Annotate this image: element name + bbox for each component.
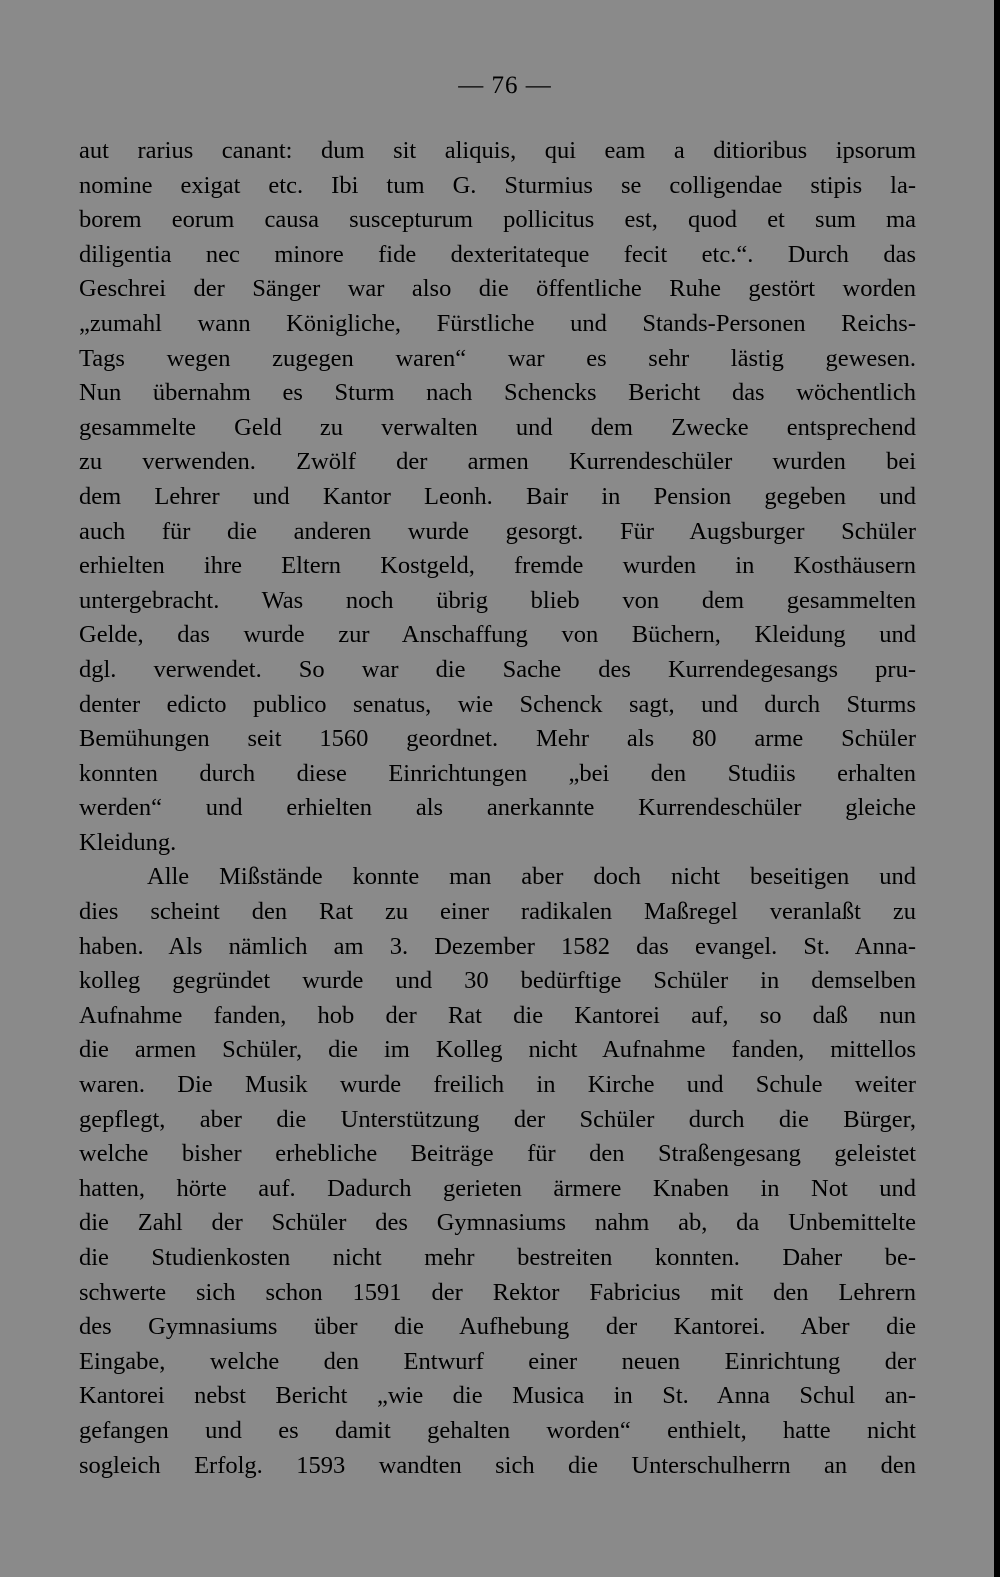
text-line: untergebracht. Was noch übrig blieb von dem gesammelten bbox=[79, 586, 916, 614]
text-line: Geschrei der Sänger war also die öffentliche Ruhe gestört worden bbox=[79, 275, 916, 303]
text-line: Nun übernahm es Sturm nach Schencks Bericht das wöchentlich bbox=[79, 379, 916, 407]
text-line: sogleich Erfolg. 1593 wandten sich die Unterschulherrn an den bbox=[79, 1451, 916, 1479]
body-text bbox=[79, 134, 916, 1483]
text-line: dem Lehrer und Kantor Leonh. Bair in Pension gegeben und bbox=[79, 482, 916, 510]
text-line: „zumahl wann Königliche, Fürstliche und Stands-Personen Reichs- bbox=[79, 309, 916, 337]
paragraph-end-line: Kleidung. bbox=[79, 828, 177, 856]
text-line: hatten, hörte auf. Dadurch gerieten ärmere Knaben in Not und bbox=[79, 1174, 916, 1202]
text-line: die Studienkosten nicht mehr bestreiten konnten. Daher be- bbox=[79, 1244, 916, 1271]
text-line: welche bisher erhebliche Beiträge für den Straßengesang geleistet bbox=[79, 1140, 916, 1168]
text-line: borem eorum causa suscepturum pollicitus est, quod et sum ma bbox=[79, 206, 916, 234]
paragraph-start-line: Alle Mißstände konnte man aber doch nicht beseitigen und bbox=[147, 863, 916, 891]
text-line: Kantorei nebst Bericht „wie die Musica in St. Anna Schul an- bbox=[79, 1382, 916, 1410]
text-line: aut rarius canant: dum sit aliquis, qui eam a ditioribus ipsorum bbox=[79, 137, 916, 164]
text-line: diligentia nec minore fide dexteritateque fecit etc.“. Durch das bbox=[79, 240, 916, 268]
text-line: werden“ und erhielten als anerkannte Kurrendeschüler gleiche bbox=[79, 794, 916, 822]
text-line: waren. Die Musik wurde freilich in Kirche und Schule weiter bbox=[79, 1071, 916, 1099]
text-line: Eingabe, welche den Entwurf einer neuen Einrichtung der bbox=[79, 1347, 916, 1375]
text-line: nomine exigat etc. Ibi tum G. Sturmius se colligendae stipis la- bbox=[79, 171, 916, 199]
text-line: haben. Als nämlich am 3. Dezember 1582 das evangel. St. Anna- bbox=[79, 932, 916, 960]
text-line: schwerte sich schon 1591 der Rektor Fabricius mit den Lehrern bbox=[79, 1278, 916, 1306]
text-line: Gelde, das wurde zur Anschaffung von Büchern, Kleidung und bbox=[79, 621, 916, 649]
text-line: gesammelte Geld zu verwalten und dem Zwecke entsprechend bbox=[79, 413, 916, 441]
text-line: gepflegt, aber die Unterstützung der Schüler durch die Bürger, bbox=[79, 1105, 916, 1133]
text-line: Aufnahme fanden, hob der Rat die Kantorei auf, so daß nun bbox=[79, 1001, 916, 1029]
text-line: die Zahl der Schüler des Gymnasiums nahm ab, da Unbemittelte bbox=[79, 1209, 916, 1237]
text-line: denter edicto publico senatus, wie Schenck sagt, und durch Sturms bbox=[79, 690, 916, 718]
text-line: erhielten ihre Eltern Kostgeld, fremde wurden in Kosthäusern bbox=[79, 552, 916, 580]
text-line: gefangen und es damit gehalten worden“ enthielt, hatte nicht bbox=[79, 1416, 916, 1444]
page-number: — 76 — bbox=[458, 72, 552, 99]
text-line: auch für die anderen wurde gesorgt. Für Augsburger Schüler bbox=[79, 517, 916, 545]
text-line: die armen Schüler, die im Kolleg nicht Aufnahme fanden, mittellos bbox=[79, 1036, 916, 1064]
text-line: zu verwenden. Zwölf der armen Kurrendeschüler wurden bei bbox=[79, 448, 916, 476]
text-line: dies scheint den Rat zu einer radikalen Maßregel veranlaßt zu bbox=[79, 898, 916, 926]
text-line: Tags wegen zugegen waren“ war es sehr lästig gewesen. bbox=[79, 344, 916, 372]
text-line: kolleg gegründet wurde und 30 bedürftige Schüler in demselben bbox=[79, 967, 916, 995]
text-line: des Gymnasiums über die Aufhebung der Kantorei. Aber die bbox=[79, 1313, 916, 1341]
text-line: konnten durch diese Einrichtungen „bei den Studiis erhalten bbox=[79, 759, 916, 787]
text-line: dgl. verwendet. So war die Sache des Kurrendegesangs pru- bbox=[79, 655, 916, 683]
text-line: Bemühungen seit 1560 geordnet. Mehr als 80 arme Schüler bbox=[79, 725, 916, 753]
